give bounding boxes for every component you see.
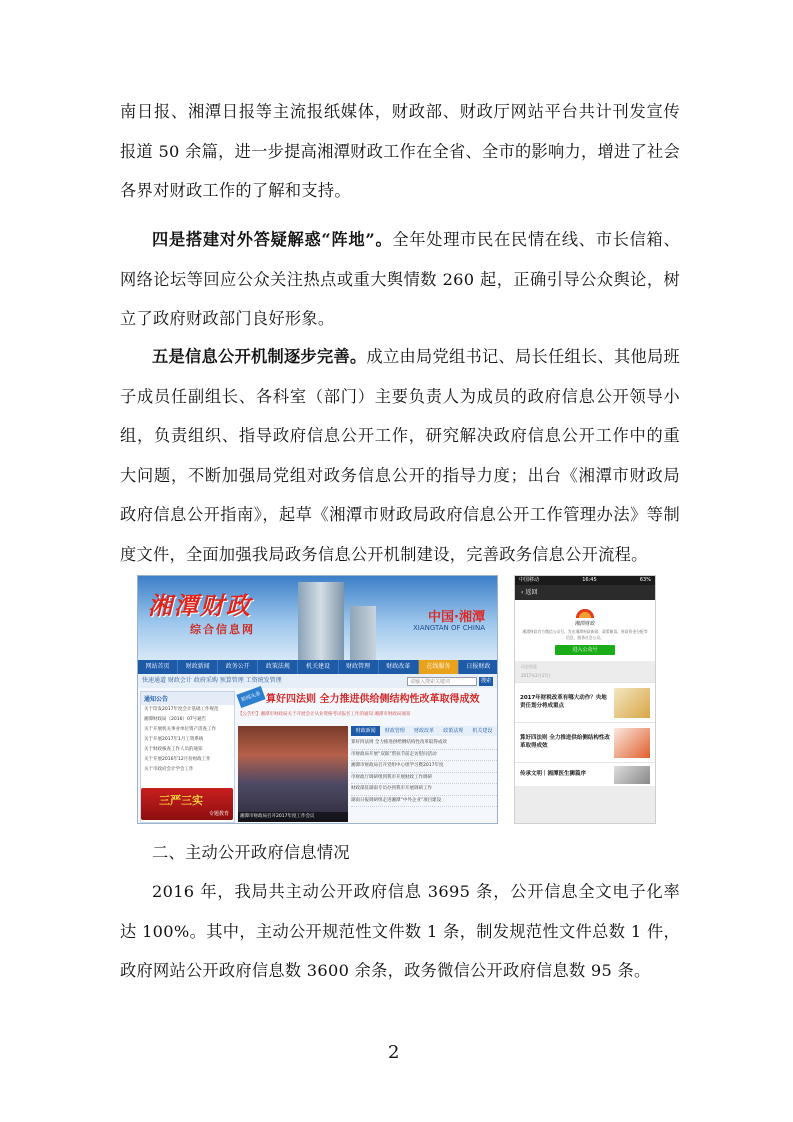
nav-item[interactable]: 政策法规	[258, 660, 298, 674]
building-image-2	[350, 606, 376, 660]
account-logo-icon	[576, 606, 594, 618]
paragraph-3	[120, 337, 680, 574]
history-heading: 历史消息	[521, 664, 537, 669]
article-item[interactable]	[515, 682, 655, 722]
news-tabs	[351, 726, 497, 736]
history-date: 2017年2月17日	[521, 673, 551, 678]
news-item[interactable]: 市财政厅调研组到我市开展财政工作调研	[351, 773, 497, 785]
nav-item[interactable]: 日报财政	[459, 660, 498, 674]
tab-construction[interactable]: 机关建设	[472, 728, 493, 734]
paragraph-2-body: 全年处理市民在民情在线、市长信箱、网络论坛等回应公众关注热点或重大舆情数 260 起，正确引导公众舆论，树立了政府财政部门良好形象。	[120, 230, 680, 328]
account-name: 湘潭财政	[574, 621, 595, 627]
article-title: 算好四法则 全力推进供给侧结构性改革取得成效	[520, 735, 610, 749]
nav-item[interactable]: 财政新闻	[178, 660, 218, 674]
website-subtitle: 综合信息网	[190, 623, 255, 636]
paragraph-3-lead: 五是信息公开机制逐步完善。	[152, 347, 367, 366]
article-thumbnail	[614, 728, 650, 758]
notice-item[interactable]: 关于开展机关事业单位资产清查工作	[144, 727, 216, 732]
notice-item[interactable]: 关于开展2016年12月份财政工作	[144, 757, 211, 762]
article-title: 2017年财税改革有哪大动作？央地责任划分将成重点	[520, 695, 607, 709]
website-nav	[138, 660, 498, 674]
news-list	[351, 738, 497, 807]
headline-tag: 新闻头条	[236, 686, 265, 708]
paragraph-2	[120, 220, 680, 339]
clock: 16:45	[582, 577, 597, 583]
news-item[interactable]: 湘潭市财政局召开党组中心组学习暨2017年度	[351, 761, 497, 773]
website-city-en: XIANGTAN OF CHINA	[412, 624, 485, 632]
article-thumbnail	[614, 688, 650, 718]
enter-account-button[interactable]: 进入公众号	[555, 645, 615, 655]
paragraph-2-lead: 四是搭建对外答疑解惑“阵地”。	[152, 230, 393, 249]
back-label: 返回	[525, 589, 538, 596]
quick-links: 快速通道 财政会计 政府采购 预算管理 工资统发管理	[138, 674, 498, 688]
headline[interactable]	[238, 692, 497, 708]
back-button[interactable]: ‹ 返回	[515, 585, 655, 600]
notice-item[interactable]: 关于财政核查工作人员的通知	[144, 747, 203, 752]
search-button[interactable]: 搜索	[480, 678, 491, 684]
promo-banner[interactable]	[141, 788, 233, 820]
headline-text: 算好四法则 全力推进供给侧结构性改革取得成效	[266, 694, 480, 705]
news-item[interactable]: 湖南日报调研组走进湘潭“中外企业”项目建设	[351, 796, 497, 808]
article-item[interactable]	[515, 722, 655, 762]
promo-subtitle: 专题教育	[208, 811, 229, 817]
article-thumbnail	[614, 766, 650, 784]
notice-item[interactable]: 关于印发2017年度会计基础工作规范	[144, 707, 219, 712]
promo-title: 三严三实	[159, 794, 203, 807]
nav-item[interactable]: 在线服务	[419, 660, 459, 674]
nav-item[interactable]: 机关建设	[298, 660, 338, 674]
news-item[interactable]: 财政部驻湖南专员办到我市开展调研工作	[351, 784, 497, 796]
article-title: 传承文明｜湘潭医生狮篇序	[520, 770, 587, 777]
tab-news[interactable]: 财政新闻	[351, 726, 380, 736]
notice-item[interactable]: 关于开展2017年1月工资系统	[144, 737, 204, 742]
account-card	[515, 600, 655, 661]
news-item[interactable]: 市财政局开展“双联”帮扶节前走访慰问活动	[351, 750, 497, 762]
notice-item[interactable]: 关于市政府会计学会工作	[144, 767, 194, 772]
tab-management[interactable]: 财政管理	[384, 728, 405, 734]
website-city: 中国·湘潭	[428, 610, 485, 625]
wechat-screenshot	[514, 575, 656, 824]
nav-item[interactable]: 政务公开	[218, 660, 258, 674]
website-banner	[138, 576, 498, 660]
page-number: 2	[388, 1042, 400, 1063]
building-image	[298, 582, 344, 660]
carrier: 中国移动	[519, 577, 540, 583]
paragraph-3-body: 成立由局党组书记、局长任组长、其他局班子成员任副组长、各科室（部门）主要负责人为成员的政府信息公开领导小组，负责组织、指导政府信息公开工作，研究解决政府信息公开工作中的重大问题，不断加强局党组对政务信息公开的指导力度；出台《湘潭市财政局政府信息公开指南》，起草《湘潭市财政局政府信息公开工作管理办法》等制度文件，全面加强我局政务信息公开机制建设，完善政务信息公开流程。	[120, 347, 680, 564]
paragraph-1: 南日报、湘潭日报等主流报纸媒体，财政部、财政厅网站平台共计刊发宣传报道 50 余篇，进一步提高湘潭财政工作在全省、全市的影响力，增进了社会各界对财政工作的了解和支持。	[120, 102, 680, 200]
nav-item[interactable]: 财政管理	[339, 660, 379, 674]
search-input[interactable]: 请输入搜索关键词	[407, 677, 477, 686]
phone-status-bar	[515, 576, 655, 585]
news-ticker: 【公告栏】湘潭市财政局关于开展会计从业资格考试报名工作的通知 湘潭市财政局通知	[238, 712, 411, 717]
tab-policy[interactable]: 政策法规	[443, 728, 464, 734]
news-item[interactable]: 算好四法则 全力推进供给侧结构性改革取得成效	[351, 738, 497, 750]
article-item[interactable]	[515, 762, 655, 786]
website-screenshot	[137, 575, 498, 824]
notice-item[interactable]: 湘潭财政局（2016）07号通告	[144, 717, 207, 722]
paragraph-4: 2016 年，我局共主动公开政府信息 3695 条，公开信息全文电子化率达 100%。其中，主动公开规范性文件数 1 条，制发规范性文件总数 1 件，政府网站公开政府信息数 3600 余条，政务微信公开政府信息数 95 条。	[120, 882, 680, 980]
battery: 63%	[639, 577, 651, 583]
account-description: 湘潭财政官方微信公众号，发布湘潭财政新闻、政策解读、财政资金分配等信息，服务社会公众。	[522, 629, 648, 640]
tab-reform[interactable]: 财政改革	[414, 728, 435, 734]
nav-item[interactable]: 财政改革	[379, 660, 419, 674]
news-photo[interactable]	[238, 726, 348, 822]
nav-item[interactable]: 网站首页	[138, 660, 178, 674]
website-title: 湘潭财政	[148, 591, 252, 620]
notice-heading: 通知公告	[141, 692, 234, 705]
photo-caption: 湘潭市财政局召开2017年度工作会议	[238, 812, 348, 822]
section-heading: 二、主动公开政府信息情况	[152, 843, 350, 862]
